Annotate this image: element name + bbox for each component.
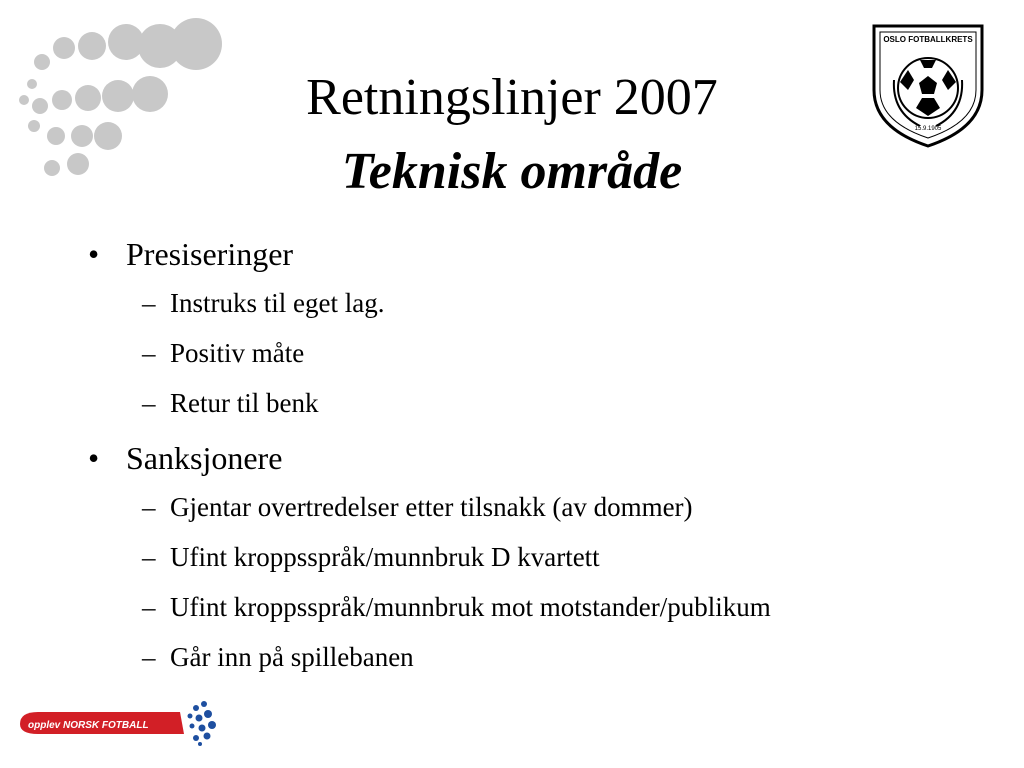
dash-marker: – [142,592,156,622]
sub-item: – Positiv måte [88,328,988,378]
dash-marker: – [142,288,156,318]
sub-item: – Ufint kroppsspråk/munnbruk mot motstander/publikum [88,582,988,632]
bullet-marker: • [88,236,100,272]
bullet-item [88,436,988,480]
dash-marker: – [142,542,156,572]
oslo-fotballkrets-logo [870,20,986,150]
sub-list [88,278,988,428]
svg-text:OSLO FOTBALLKRETS: OSLO FOTBALLKRETS [883,35,973,44]
slide-title: Retningslinjer 2007 [306,69,718,126]
dash-marker: – [142,642,156,672]
sub-item: – Går inn på spillebanen [88,632,988,682]
sub-item: – Ufint kroppsspråk/munnbruk D kvartett [88,532,988,582]
sub-list [88,482,988,682]
bullet-list [88,230,988,690]
sub-item: – Instruks til eget lag. [88,278,988,328]
dash-marker: – [142,338,156,368]
sub-item: – Gjentar overtredelser etter tilsnakk (av dommer) [88,482,988,532]
bullet-item [88,232,988,276]
opplev-norsk-fotball-logo [18,694,218,746]
slide-subtitle: Teknisk område [341,143,683,200]
bullet-text: Presiseringer [126,236,294,272]
bullet-marker: • [88,440,100,476]
bullet-text: Sanksjonere [126,440,283,476]
sub-item: – Retur til benk [88,378,988,428]
svg-text:opplev NORSK FOTBALL: opplev NORSK FOTBALL [28,720,149,731]
svg-text:15.9.1905: 15.9.1905 [914,126,942,132]
dash-marker: – [142,492,156,522]
dash-marker: – [142,388,156,418]
